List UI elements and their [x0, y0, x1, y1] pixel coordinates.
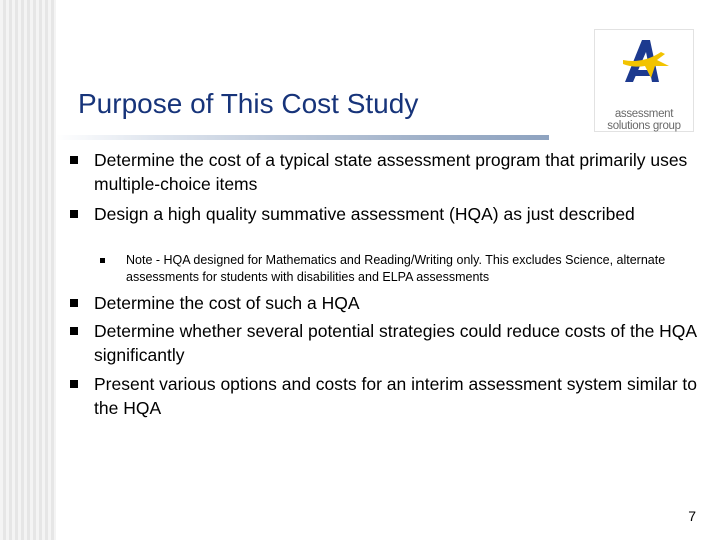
small-square-bullet-icon [100, 258, 105, 263]
bullet-text-4: Determine whether several potential strategies could reduce costs of the HQA significantly [94, 321, 697, 365]
letter-a-with-star-logo-icon [595, 30, 693, 110]
square-bullet-icon [70, 210, 78, 218]
bullet-text-1: Determine the cost of a typical state assessment program that primarily uses multiple-choice items [94, 150, 688, 194]
square-bullet-icon [70, 327, 78, 335]
logo-text-line1: assessment [614, 108, 674, 120]
bullet-text-5: Present various options and costs for an interim assessment system similar to the HQA [94, 374, 698, 418]
square-bullet-icon [70, 156, 78, 164]
square-bullet-icon [70, 380, 78, 388]
logo-text-line2: solutions group [607, 120, 681, 132]
sub-bullet-text: Note - HQA designed for Mathematics and Reading/Writing only. This excludes Science, alternate assessments for students with disabilities and ELPA assessments [126, 253, 666, 284]
square-bullet-icon [70, 299, 78, 307]
page-number: 7 [688, 508, 696, 524]
company-logo [594, 29, 694, 132]
title-underline [56, 135, 549, 140]
bullet-text-2: Design a high quality summative assessment (HQA) as just described [94, 204, 635, 224]
slide-title: Purpose of This Cost Study [78, 88, 419, 119]
bullet-text-3: Determine the cost of such a HQA [94, 293, 360, 313]
